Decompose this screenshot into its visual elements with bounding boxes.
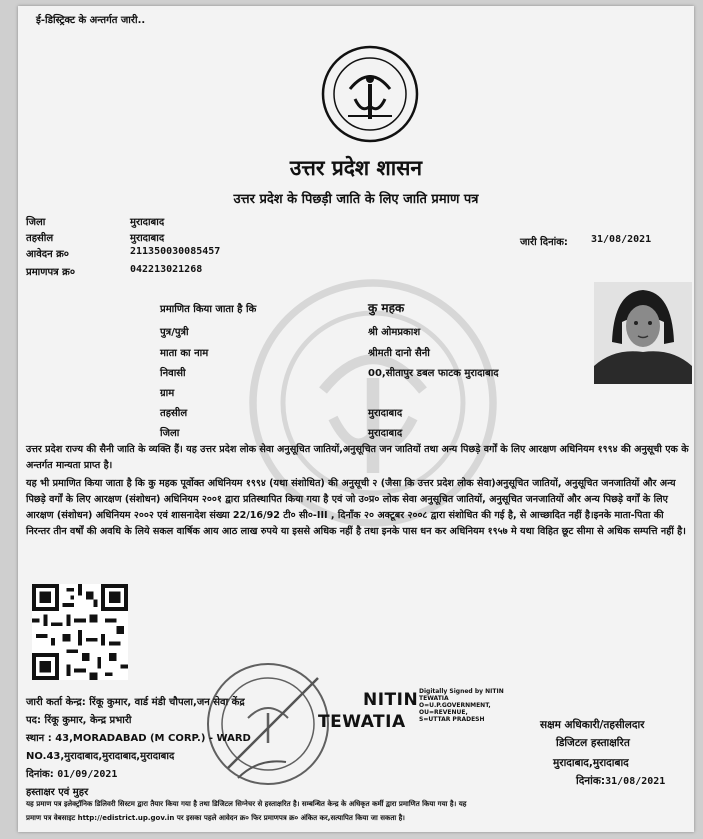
- signature-detail-line: Digitally Signed by NITIN: [419, 688, 504, 695]
- qr-code-icon: [30, 584, 130, 680]
- resident-label: निवासी: [160, 368, 186, 379]
- edistrict-header-note: ई-डिस्ट्रिक्ट के अन्तर्गत जारी..: [36, 15, 146, 26]
- certificate-number-label: प्रमाणपत्र क्र०: [26, 267, 76, 278]
- issuing-center-label: जारी कर्ता केन्द्र:: [26, 697, 86, 708]
- official-stamp-icon: [198, 658, 338, 790]
- certificate-sheet: [18, 6, 694, 832]
- authority-date-label: दिनांक:: [576, 775, 606, 787]
- district-value: मुरादाबाद: [130, 217, 165, 228]
- authority-date-value: 31/08/2021: [605, 776, 666, 787]
- authority-location: मुरादाबाद,मुरादाबाद: [553, 757, 629, 769]
- creamy-layer-statement: यह भी प्रमाणित किया जाता है कि कु महक पूर्वोक्त अधिनियम १९९४ (यथा संशोधित) की अनुसूची २ (जैसा कि उत्तर प्रदेश लोक सेवा)अनुसूचित जातियों, अनुसूचित जनजातियों और अन्य पिछड़े वर्गों के लिए आरक्षण (संशोधन) अधिनियम २००१ द्वारा प्रतिस्थापित किया गया है एवं जो उ०प्र० लोक सेवा अनुसूचित जातियों, अनुसूचित जनजातियों और अन्य पिछड़े वर्गों के लिए आरक्षण (संशोधन) अधिनियम २००२ एवं शासनादेश संख्या 22/16/92 टी० सी०-III , दिनाँक २० अक्टूबर २००८ द्वारा संशोधित की गई है, से आच्छादित नहीं है।इनके माता-पिता की निरन्तर तीन वर्षों की अवधि के लिये सकल वार्षिक आय आठ लाख रुपये या इससे अधिक नहीं है तथा इनके पास धन कर अधिनियम १९५७ मे यथा विहित छूट सीमा से अधिक सम्पत्ति नहीं है।: [26, 478, 686, 537]
- footer-note-line1: यह प्रमाण पत्र इलेक्ट्रॉनिक डिलिवरी सिस्टम द्वारा तैयार किया गया है तथा डिजिटल सिग्नेचर से हस्ताक्षरित है। सम्बन्धित केन्द्र के अधिकृत कर्मी द्वारा प्रमाणित किया गया है। यह: [26, 800, 467, 808]
- signature-stamp-label: हस्ताक्षर एवं मुहर: [26, 787, 89, 798]
- document-subtitle: उत्तर प्रदेश के पिछड़ी जाति के लिए जाति प्रमाण पत्र: [233, 192, 479, 207]
- certificate-number: 042213021268: [130, 264, 203, 275]
- village-label: ग्राम: [160, 388, 175, 399]
- issuer-place-label: स्थान :: [26, 733, 52, 744]
- issue-date: 31/08/2021: [591, 234, 652, 245]
- authority-designation: सक्षम अधिकारी/तहसीलदार: [540, 719, 645, 731]
- applicant-name: कु महक: [368, 301, 405, 315]
- issuer-post: [26, 712, 132, 726]
- issuer-place-value: 43,MORADABAD (M CORP.) - WARD: [55, 733, 251, 744]
- person-district-label: जिला: [160, 428, 180, 439]
- signature-detail-line: OU=REVENUE,: [419, 709, 468, 716]
- digital-signer-last-name: TEWATIA: [318, 712, 406, 732]
- document-title: उत्तर प्रदेश शासन: [289, 156, 423, 180]
- authority-date: [576, 774, 665, 788]
- issuing-center-value: रिंकू कुमार, वार्ड मंडी चौपला,जन सेवा केंद्र: [89, 697, 245, 708]
- person-district-value: मुरादाबाद: [368, 428, 403, 439]
- relation-label: पुत्र/पुत्री: [160, 327, 189, 338]
- district-label: जिला: [26, 217, 46, 228]
- issuing-center: [26, 694, 245, 708]
- certify-label: प्रमाणित किया जाता है कि: [160, 304, 257, 315]
- authority-digitally-signed: डिजिटल हस्ताक्षरित: [556, 737, 630, 749]
- issuer-place: [26, 730, 251, 744]
- person-tehsil-label: तहसील: [160, 408, 188, 419]
- digital-signature-details: [419, 688, 504, 723]
- resident-address: 00,सीतापुर डबल फाटक मुरादाबाद: [368, 368, 499, 379]
- mother-label: माता का नाम: [160, 348, 209, 359]
- issuer-date-label: दिनांक:: [26, 769, 54, 780]
- signature-detail-line: TEWATIA: [419, 695, 449, 702]
- father-name: श्री ओमप्रकाश: [368, 327, 421, 338]
- applicant-photo: [594, 282, 692, 384]
- issuer-place-line2: NO.43,मुरादाबाद,मुरादाबाद,मुरादाबाद: [26, 751, 175, 762]
- footer-note-line2: प्रमाण पत्र वेबसाइट http://edistrict.up.gov.in पर इसका पहले आवेदन क्र० फिर प्रमाणपत्र क्र० अंकित कर,सत्यापित किया जा सकता है।: [26, 814, 405, 822]
- issue-date-label: जारी दिनांक:: [520, 237, 568, 248]
- issuer-post-value: रिंकू कुमार, केन्द्र प्रभारी: [44, 715, 132, 726]
- tehsil-label: तहसील: [26, 233, 54, 244]
- signature-detail-line: S=UTTAR PRADESH: [419, 716, 485, 723]
- issuer-date-value: 01/09/2021: [57, 769, 118, 780]
- application-number-label: आवेदन क्र०: [26, 249, 70, 260]
- person-photo-icon: [594, 282, 692, 384]
- mother-name: श्रीमती दानो सैनी: [368, 348, 430, 359]
- tehsil-value: मुरादाबाद: [130, 233, 165, 244]
- caste-statement: उत्तर प्रदेश राज्य की सैनी जाति के व्यक्ति हैं। यह उत्तर प्रदेश लोक सेवा अनुसूचित जातियों,अनुसूचित जन जातियों तथा अन्य पिछड़े वर्गों के लिए आरक्षण अधिनियम १९९४ की अनुसूची एक के अन्तर्गत मान्यता प्राप्त है।: [26, 444, 689, 471]
- signature-detail-line: O=U.P.GOVERNMENT,: [419, 702, 491, 709]
- issuer-post-label: पद:: [26, 715, 41, 726]
- person-tehsil-value: मुरादाबाद: [368, 408, 403, 419]
- application-number: 211350030085457: [130, 246, 221, 257]
- digital-signer-first-name: NITIN: [363, 690, 419, 710]
- issuer-date: [26, 766, 117, 780]
- up-emblem-icon: [320, 44, 420, 144]
